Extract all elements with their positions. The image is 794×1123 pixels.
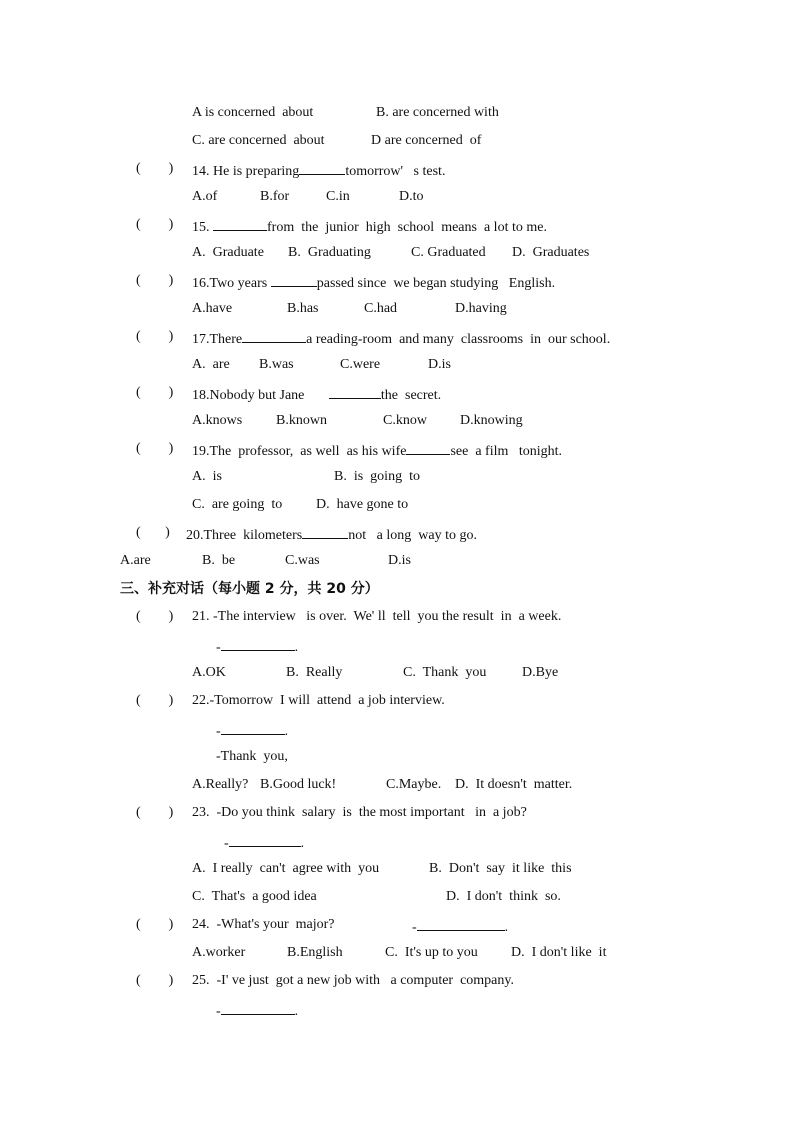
q18-option-a: A.knows [192,413,243,428]
q17-option-c: C.were [340,357,381,372]
q22-reply-line: - . [216,720,288,741]
q16-option-c: C.had [364,301,398,316]
q22-reply: -Thank you, [216,749,288,764]
q14-option-b: B.for [260,189,290,204]
q21-stem: 21. -The interview is over. We' ll tell you the result in a week. [192,609,562,624]
q24-answer-paren[interactable]: ( ) [136,917,174,932]
q13-option-c: C. are concerned about [192,133,325,148]
q19-answer-paren[interactable]: ( ) [136,441,174,456]
q13-option-a: A is concerned about [192,105,314,120]
q16-option-a: A.have [192,301,233,316]
q15-blank [213,216,267,231]
q23-answer-paren[interactable]: ( ) [136,805,174,820]
q15-option-a: A. Graduate [192,245,264,260]
q23-blank [229,832,301,847]
q19-blank [406,440,450,455]
q14-stem: 14. He is preparing tomorrow' s test. [192,160,445,181]
q19-option-d: D. have gone to [316,497,409,512]
q14-option-d: D.to [399,189,424,204]
q25-stem: 25. -I' ve just got a new job with a computer company. [192,973,514,988]
q18-option-c: C.know [383,413,427,428]
q17-blank [242,328,306,343]
q24-reply-line: - . [412,916,508,937]
q19-option-a: A. is [192,469,222,484]
q23-stem: 23. -Do you think salary is the most important in a job? [192,805,527,820]
q21-option-c: C. Thank you [403,665,487,680]
q23-option-a: A. I really can't agree with you [192,861,380,876]
q18-option-b: B.known [276,413,327,428]
q21-option-d: D.Bye [522,665,559,680]
q15-option-c: C. Graduated [411,245,486,260]
q17-stem: 17.There a reading-room and many classrooms in our school. [192,328,610,349]
q16-option-d: D.having [455,301,507,316]
q22-answer-paren[interactable]: ( ) [136,693,174,708]
q18-blank [329,384,381,399]
q14-option-a: A.of [192,189,218,204]
q13-option-d: D are concerned of [371,133,482,148]
q21-option-b: B. Really [286,665,343,680]
q21-blank [221,636,295,651]
q13-option-b: B. are concerned with [376,105,499,120]
q14-option-c: C.in [326,189,350,204]
q19-stem: 19.The professor, as well as his wife see a film tonight. [192,440,562,461]
q22-option-b: B.Good luck! [260,777,337,792]
q16-option-b: B.has [287,301,319,316]
q19-option-c: C. are going to [192,497,283,512]
q22-option-c: C.Maybe. [386,777,442,792]
q25-answer-paren[interactable]: ( ) [136,973,174,988]
q14-answer-paren[interactable]: ( ) [136,161,174,176]
q24-option-c: C. It's up to you [385,945,478,960]
q24-option-b: B.English [287,945,343,960]
q15-stem: 15. from the junior high school means a lot to me. [192,216,547,237]
q24-option-d: D. I don't like it [511,945,607,960]
q18-stem: 18.Nobody but Jane the secret. [192,384,441,405]
q20-option-b: B. be [202,553,236,568]
q18-answer-paren[interactable]: ( ) [136,385,174,400]
q21-reply-line: - . [216,636,298,657]
q25-reply-line: - . [216,1000,298,1021]
q23-reply-line: - . [224,832,304,853]
q20-option-d: D.is [388,553,411,568]
q24-stem: 24. -What's your major? [192,917,335,932]
q17-option-b: B.was [259,357,294,372]
q20-answer-paren[interactable]: ( ) [136,525,170,540]
section-heading: 三、补充对话（每小题 2 分，共 20 分） [120,581,379,597]
q24-option-a: A.worker [192,945,246,960]
q24-blank [417,916,505,931]
q20-stem: 20.Three kilometers not a long way to go. [186,524,477,545]
q22-blank [221,720,285,735]
q17-option-d: D.is [428,357,451,372]
q16-stem: 16.Two years passed since we began studying English. [192,272,555,293]
q15-option-d: D. Graduates [512,245,590,260]
q16-answer-paren[interactable]: ( ) [136,273,174,288]
q19-option-b: B. is going to [334,469,420,484]
q15-option-b: B. Graduating [288,245,371,260]
q21-answer-paren[interactable]: ( ) [136,609,174,624]
q23-option-c: C. That's a good idea [192,889,317,904]
q15-answer-paren[interactable]: ( ) [136,217,174,232]
q14-blank [299,160,345,175]
q21-option-a: A.OK [192,665,226,680]
q17-answer-paren[interactable]: ( ) [136,329,174,344]
q20-option-a: A.are [120,553,151,568]
q16-blank [271,272,317,287]
q23-option-b: B. Don't say it like this [429,861,572,876]
q23-option-d: D. I don't think so. [446,889,561,904]
q25-blank [221,1000,295,1015]
q20-blank [302,524,348,539]
q22-option-a: A.Really? [192,777,249,792]
q20-option-c: C.was [285,553,320,568]
q22-stem: 22.-Tomorrow I will attend a job interview. [192,693,445,708]
q22-option-d: D. It doesn't matter. [455,777,573,792]
q17-option-a: A. are [192,357,230,372]
q18-option-d: D.knowing [460,413,523,428]
